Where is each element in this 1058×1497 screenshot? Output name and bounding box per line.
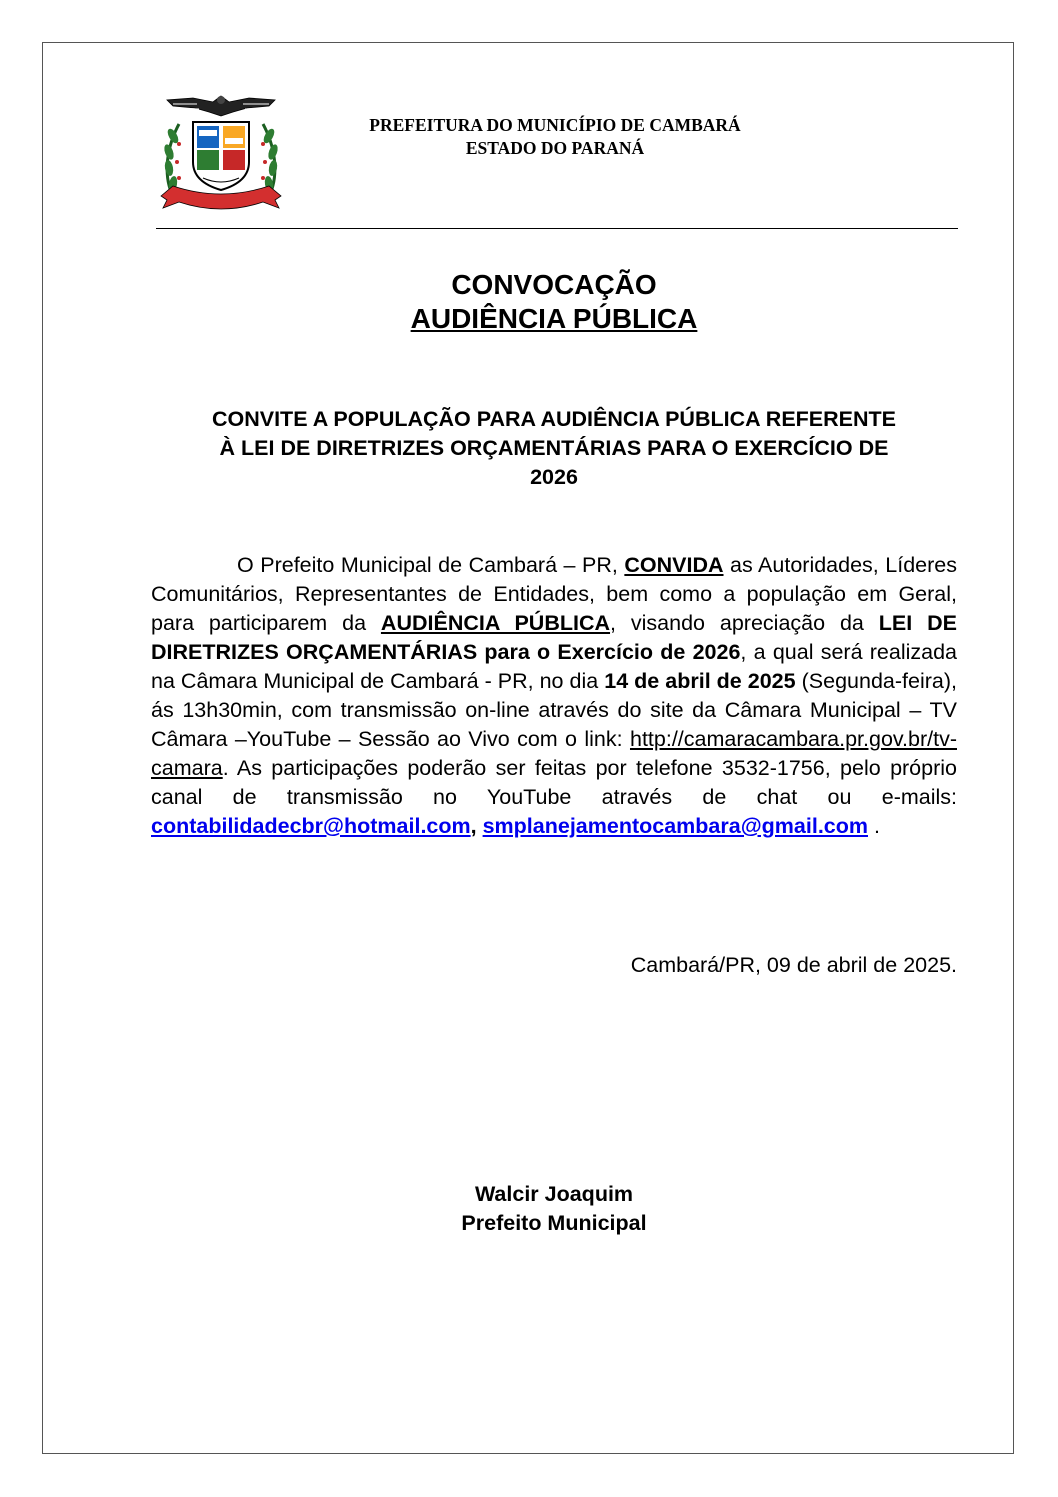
body-text: (Segunda-feira), ás 13h30min, com transmissão on-line através do site da Câmara Municipal – TV Câmara –YouTube – Sessão ao Vivo com o link: [151, 669, 957, 751]
signer-name: Walcir Joaquim [474, 1182, 634, 1206]
document-subtitle [150, 405, 958, 492]
signer-role: Prefeito Municipal [461, 1211, 647, 1235]
body-text: O Prefeito Municipal de Cambará – PR, [237, 553, 625, 577]
body-text: as Autoridades, Líderes Comunitários, Representantes de Entidades, bem como a população em Geral, para participarem da [151, 553, 957, 635]
tv-camara-link[interactable]: http://camaracambara.pr.gov.br/tv-camara [151, 727, 957, 780]
organization-header [300, 114, 810, 160]
title-line-2: AUDIÊNCIA PÚBLICA [410, 303, 698, 334]
title-line-1: CONVOCAÇÃO [451, 269, 657, 300]
email-link-contabilidade[interactable]: contabilidadecbr@hotmail.com [151, 814, 471, 838]
subtitle-line-3: 2026 [530, 465, 578, 489]
document-title [150, 268, 958, 336]
state-name: ESTADO DO PARANÁ [465, 138, 645, 158]
signature-block [150, 1180, 958, 1238]
municipal-coat-of-arms-icon [153, 90, 289, 214]
date-line: Cambará/PR, 09 de abril de 2025. [630, 953, 957, 977]
email-separator: , [470, 814, 477, 838]
body-text: . As participações poderão ser feitas por telefone 3532-1756, pelo próprio canal de transmissão no YouTube através de chat ou e-mails: [151, 756, 957, 809]
audiencia-emphasis: AUDIÊNCIA PÚBLICA [380, 611, 611, 635]
subtitle-line-2: À LEI DE DIRETRIZES ORÇAMENTÁRIAS PARA O EXERCÍCIO DE [219, 436, 889, 460]
body-text: , visando apreciação da [610, 611, 879, 635]
date-emphasis: 14 de abril de 2025 [604, 669, 796, 693]
lei-emphasis: LEI DE DIRETRIZES ORÇAMENTÁRIAS para o Exercício de 2026 [151, 611, 957, 664]
header-divider [156, 228, 958, 229]
email-link-planejamento[interactable]: smplanejamentocambara@gmail.com [482, 814, 868, 838]
subtitle-line-1: CONVITE A POPULAÇÃO PARA AUDIÊNCIA PÚBLICA REFERENTE [211, 407, 897, 431]
body-text: , a qual será realizada na Câmara Municipal de Cambará - PR, no dia [151, 640, 958, 693]
org-name: PREFEITURA DO MUNICÍPIO DE CAMBARÁ [369, 115, 741, 135]
convida-emphasis: CONVIDA [624, 553, 724, 577]
body-paragraph [151, 551, 957, 841]
body-text: . [868, 814, 880, 838]
